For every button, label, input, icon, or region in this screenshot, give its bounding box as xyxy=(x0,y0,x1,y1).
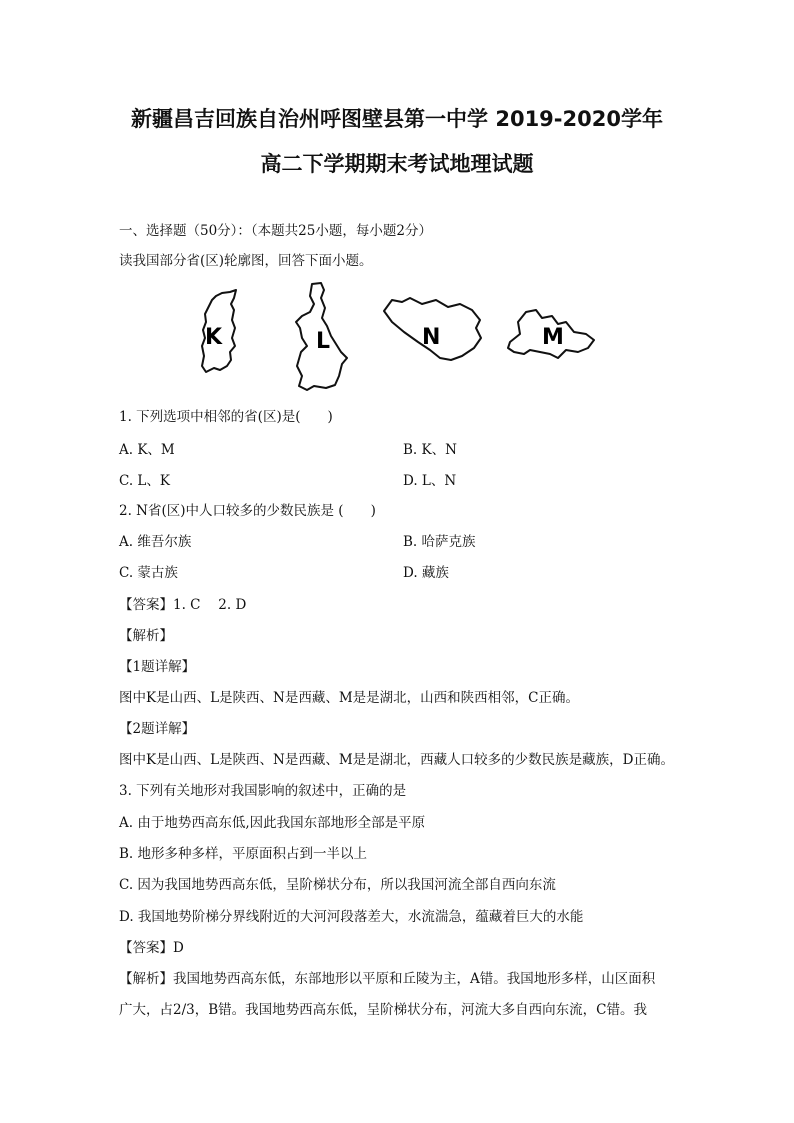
question-1-option-b: B. K、N xyxy=(403,442,457,458)
detail-1-label: 【1题详解】 xyxy=(119,659,196,675)
question-1-option-c: C. L、K xyxy=(119,473,170,489)
detail-2-text: 图中K是山西、L是陕西、N是西藏、M是是湖北，西藏人口较多的少数民族是藏族，D正确。 xyxy=(119,752,675,768)
question-2-stem: 2. N省(区)中人口较多的少数民族是 ( ) xyxy=(119,503,376,519)
analysis-3-line-2: 广大，占2/3，B错。我国地势西高东低，呈阶梯状分布，河流大多自西向东流，C错。我 xyxy=(119,1002,647,1018)
question-3-option-d: D. 我国地势阶梯分界线附近的大河河段落差大，水流湍急，蕴藏着巨大的水能 xyxy=(119,909,584,925)
question-3-option-a: A. 由于地势西高东低,因此我国东部地形全部是平原 xyxy=(119,815,426,831)
question-3-option-c: C. 因为我国地势西高东低，呈阶梯状分布，所以我国河流全部自西向东流 xyxy=(119,877,556,893)
map-label-n: N xyxy=(422,325,441,350)
question-2-option-d: D. 藏族 xyxy=(403,565,449,581)
detail-2-label: 【2题详解】 xyxy=(119,721,196,737)
question-3-option-b: B. 地形多种多样，平原面积占到一半以上 xyxy=(119,846,368,862)
question-2-option-a: A. 维吾尔族 xyxy=(119,534,192,550)
question-2-option-b: B. 哈萨克族 xyxy=(403,534,476,550)
question-1-stem: 1. 下列选项中相邻的省(区)是( ) xyxy=(119,409,333,425)
question-1-option-a: A. K、M xyxy=(119,442,175,458)
map-label-l: L xyxy=(316,329,331,354)
section-header: 一、选择题（50分）：（本题共25小题，每小题2分） xyxy=(119,223,432,239)
map-label-k: K xyxy=(205,325,223,350)
answer-block-1: 【答案】1. C 2. D xyxy=(119,597,247,613)
question-2-option-c: C. 蒙古族 xyxy=(119,565,178,581)
page-title-line1: 新疆昌吉回族自治州呼图壁县第一中学 2019-2020学年 xyxy=(131,107,663,131)
answer-block-3: 【答案】D xyxy=(119,940,184,956)
map-label-m: M xyxy=(542,325,564,350)
analysis-3-line-1: 【解析】我国地势西高东低，东部地形以平原和丘陵为主，A错。我国地形多样，山区面积 xyxy=(119,971,656,987)
question-3-stem: 3. 下列有关地形对我国影响的叙述中，正确的是 xyxy=(119,783,407,799)
intro-text: 读我国部分省(区)轮廓图，回答下面小题。 xyxy=(119,253,373,269)
province-outline-figure xyxy=(190,280,600,392)
detail-1-text: 图中K是山西、L是陕西、N是西藏、M是是湖北，山西和陕西相邻，C正确。 xyxy=(119,690,580,706)
page-title-line2: 高二下学期期末考试地理试题 xyxy=(260,152,534,176)
question-1-option-d: D. L、N xyxy=(403,473,457,489)
analysis-label: 【解析】 xyxy=(119,628,173,644)
